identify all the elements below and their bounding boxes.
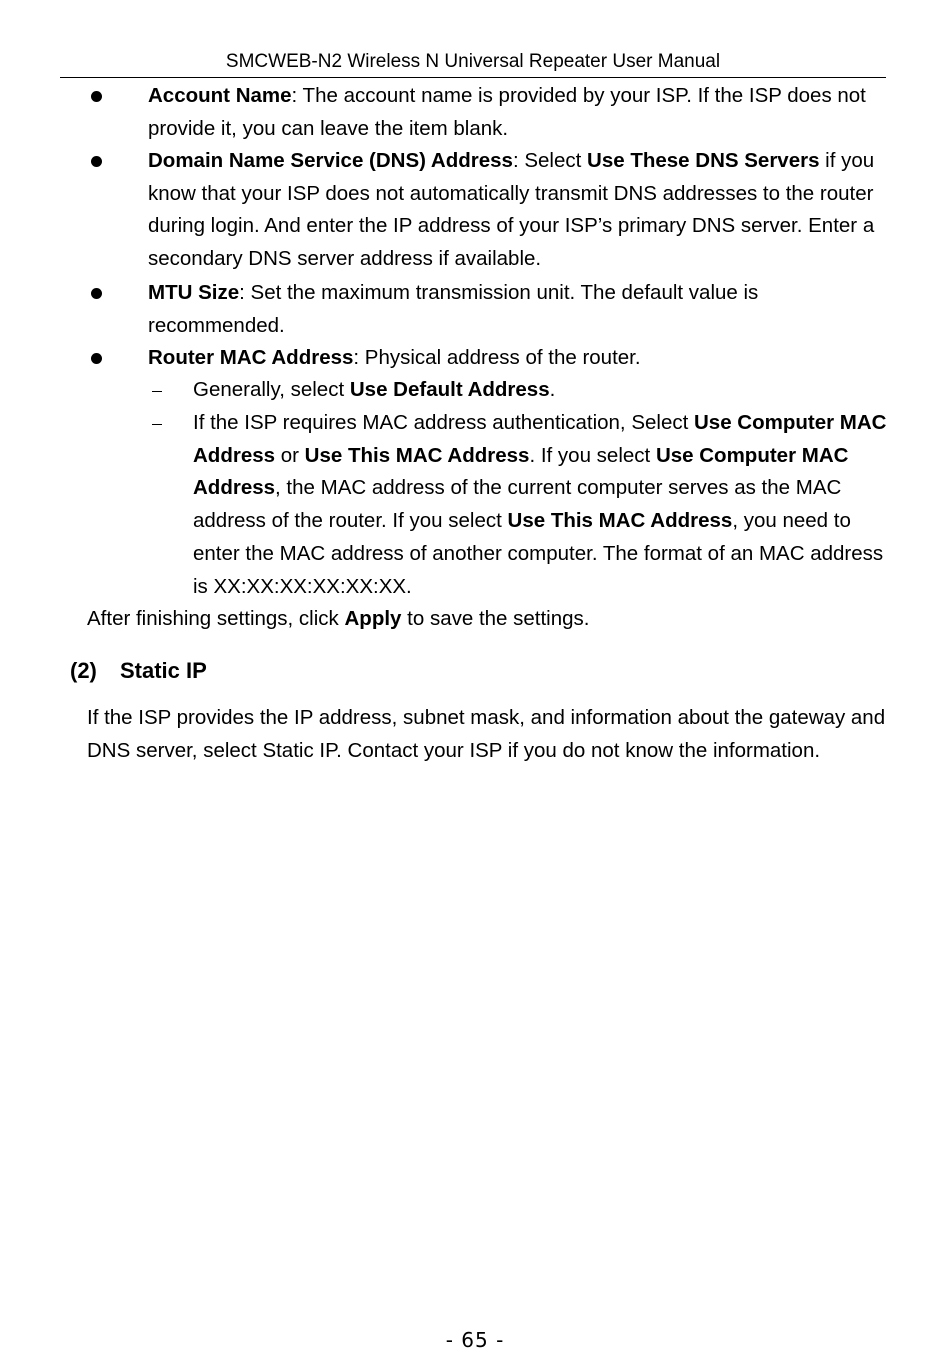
sub-item-mac-authentication [193,407,888,603]
section-body: If the ISP provides the IP address, subnet mask, and information about the gateway and DNS server, select Static IP. Contact your ISP if you do not know the information. [87,706,886,762]
sub-item-text: . [549,378,556,401]
bullet-text: : Set the maximum transmission unit. The default value is recommended. [148,281,759,337]
dash-icon [152,391,162,392]
bullet-text: if you know that your ISP does not automatically transmit DNS addresses to the router during login. And enter the IP address of your ISP’s primary DNS server. Enter a secondary DNS server address if available. [148,149,875,271]
sub-item-text: , the MAC address of the current computer serves as the MAC address of the router. If you select [193,476,842,533]
sub-item-text: . If you select [529,443,656,467]
sub-item-option: Use Default Address [349,378,550,401]
section-number: (2) [70,658,97,683]
note-text: After finishing settings, click [87,607,345,630]
sub-item-option: Use This MAC Address [304,443,530,467]
bullet-term: Domain Name Service (DNS) Address [148,149,513,172]
bullet-dot-icon [91,91,102,102]
after-settings-note [87,603,887,636]
section-title: Static IP [120,658,207,683]
bullet-dot-icon [91,156,102,167]
bullet-term: Account Name [148,84,292,107]
bullet-dot-icon [91,288,102,299]
sub-item-option: Use Computer MAC Address [193,411,887,467]
header-rule [60,77,886,78]
sub-item-option: Use Computer MAC Address [193,443,849,500]
bullet-dns-address [148,145,888,276]
page-number: - 65 - [445,1328,505,1352]
bullet-option: Use These DNS Servers [587,149,820,172]
bullet-router-mac [148,342,888,375]
bullet-mtu-size [148,277,838,342]
bullet-text: : Select [512,149,588,172]
bullet-account-name [148,80,888,145]
running-header: SMCWEB-N2 Wireless N Universal Repeater User Manual [225,51,721,72]
apply-label: Apply [344,607,402,630]
sub-item-text: If the ISP requires MAC address authentication, Select [193,411,694,434]
bullet-text: : Physical address of the router. [353,346,641,369]
bullet-term: Router MAC Address [148,346,354,369]
bullet-dot-icon [91,353,102,364]
sub-item-option: Use This MAC Address [507,509,733,533]
sub-item-text: or [275,443,305,467]
sub-item-default-address [193,374,888,407]
note-text: to save the settings. [401,607,590,630]
dash-icon [152,424,162,425]
bullet-text: : The account name is provided by your ISP. If the ISP does not provide it, you can leave the item blank. [148,84,866,140]
sub-item-text: , you need to enter the MAC address of another computer. The format of an MAC address is XX:XX:XX:XX:XX:XX. [193,509,884,598]
section-heading [70,655,207,687]
bullet-term: MTU Size [148,281,240,304]
sub-item-text: Generally, select [193,378,350,401]
